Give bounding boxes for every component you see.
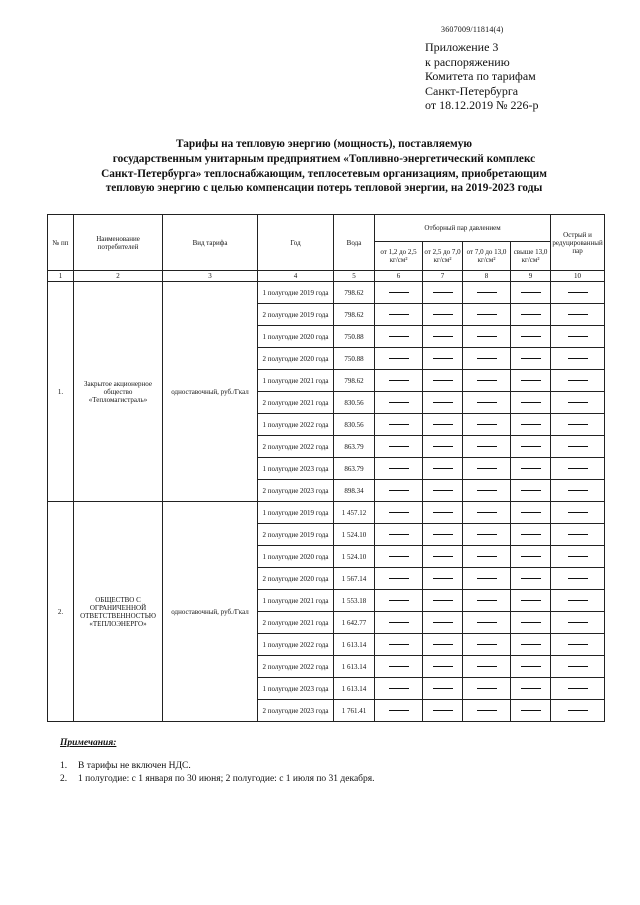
appendix-line: к распоряжению: [425, 54, 510, 69]
period-cell: 2 полугодие 2022 года: [258, 656, 334, 678]
period-cell: 1 полугодие 2023 года: [258, 458, 334, 480]
steam-tariff-cell: [375, 502, 423, 524]
column-index: 1: [48, 271, 74, 282]
tariff-type: одноставочный, руб./Гкал: [163, 502, 258, 722]
sharp-steam-cell: [551, 546, 605, 568]
steam-tariff-cell: [423, 458, 463, 480]
dash-mark: [568, 336, 588, 337]
steam-tariff-cell: [511, 282, 551, 304]
steam-tariff-cell: [423, 546, 463, 568]
dash-mark: [389, 424, 409, 425]
water-tariff: 863.79: [334, 458, 375, 480]
steam-tariff-cell: [511, 590, 551, 612]
dash-mark: [568, 666, 588, 667]
steam-tariff-cell: [375, 304, 423, 326]
steam-tariff-cell: [463, 612, 511, 634]
water-tariff: 830.56: [334, 392, 375, 414]
steam-tariff-cell: [463, 634, 511, 656]
dash-mark: [389, 292, 409, 293]
dash-mark: [389, 512, 409, 513]
period-cell: 1 полугодие 2019 года: [258, 282, 334, 304]
dash-mark: [521, 446, 541, 447]
water-tariff: 750.88: [334, 348, 375, 370]
dash-mark: [521, 644, 541, 645]
dash-mark: [433, 490, 453, 491]
water-tariff: 1 524.10: [334, 546, 375, 568]
dash-mark: [389, 336, 409, 337]
dash-mark: [521, 292, 541, 293]
steam-tariff-cell: [375, 392, 423, 414]
row-number: 2.: [48, 502, 74, 722]
dash-mark: [477, 490, 497, 491]
steam-tariff-cell: [463, 370, 511, 392]
dash-mark: [568, 710, 588, 711]
dash-mark: [477, 380, 497, 381]
water-tariff: 1 613.14: [334, 634, 375, 656]
water-tariff: 1 524.10: [334, 524, 375, 546]
dash-mark: [521, 490, 541, 491]
steam-tariff-cell: [463, 502, 511, 524]
dash-mark: [477, 688, 497, 689]
period-cell: 1 полугодие 2020 года: [258, 546, 334, 568]
steam-tariff-cell: [423, 524, 463, 546]
title-line: Санкт-Петербурга» теплоснабжающим, теплосетевым организациям, приобретающим: [101, 167, 547, 180]
dash-mark: [389, 622, 409, 623]
sharp-steam-cell: [551, 480, 605, 502]
water-tariff: 1 613.14: [334, 678, 375, 700]
period-cell: 1 полугодие 2020 года: [258, 326, 334, 348]
dash-mark: [389, 688, 409, 689]
appendix-line: Приложение 3: [425, 40, 499, 54]
dash-mark: [389, 578, 409, 579]
sharp-steam-cell: [551, 634, 605, 656]
dash-mark: [389, 380, 409, 381]
dash-mark: [521, 512, 541, 513]
steam-tariff-cell: [463, 392, 511, 414]
sharp-steam-cell: [551, 326, 605, 348]
dash-mark: [477, 402, 497, 403]
header-steam-3: от 7,0 до 13,0 кг/см²: [463, 242, 511, 271]
period-cell: 2 полугодие 2020 года: [258, 568, 334, 590]
steam-tariff-cell: [463, 590, 511, 612]
sharp-steam-cell: [551, 304, 605, 326]
period-cell: 1 полугодие 2021 года: [258, 590, 334, 612]
dash-mark: [433, 644, 453, 645]
steam-tariff-cell: [463, 436, 511, 458]
water-tariff: 830.56: [334, 414, 375, 436]
appendix-line: от 18.12.2019 № 226-р: [425, 98, 539, 112]
steam-tariff-cell: [375, 590, 423, 612]
header-steam-2: от 2,5 до 7,0 кг/см²: [423, 242, 463, 271]
steam-tariff-cell: [375, 678, 423, 700]
period-cell: 1 полугодие 2023 года: [258, 678, 334, 700]
water-tariff: 1 613.14: [334, 656, 375, 678]
dash-mark: [433, 292, 453, 293]
dash-mark: [521, 710, 541, 711]
steam-tariff-cell: [511, 436, 551, 458]
dash-mark: [521, 578, 541, 579]
steam-tariff-cell: [511, 700, 551, 722]
dash-mark: [521, 600, 541, 601]
dash-mark: [568, 380, 588, 381]
column-index: 10: [551, 271, 605, 282]
steam-tariff-cell: [511, 392, 551, 414]
dash-mark: [477, 600, 497, 601]
dash-mark: [389, 358, 409, 359]
dash-mark: [389, 402, 409, 403]
steam-tariff-cell: [463, 304, 511, 326]
dash-mark: [568, 358, 588, 359]
dash-mark: [433, 358, 453, 359]
consumer-name: ОБЩЕСТВО С ОГРАНИЧЕННОЙ ОТВЕТСТВЕННОСТЬЮ «ТЕПЛОЭНЕРГО»: [74, 502, 163, 722]
dash-mark: [433, 336, 453, 337]
dash-mark: [521, 358, 541, 359]
note-text: 1 полугодие: с 1 января по 30 июня; 2 полугодие: с 1 июля по 31 декабря.: [78, 774, 375, 784]
dash-mark: [568, 556, 588, 557]
column-index: 2: [74, 271, 163, 282]
dash-mark: [568, 468, 588, 469]
steam-tariff-cell: [423, 634, 463, 656]
steam-tariff-cell: [423, 348, 463, 370]
steam-tariff-cell: [375, 634, 423, 656]
dash-mark: [433, 380, 453, 381]
dash-mark: [521, 688, 541, 689]
dash-mark: [477, 578, 497, 579]
header-tariff-type: Вид тарифа: [163, 215, 258, 271]
notes-title: Примечания:: [60, 738, 117, 748]
steam-tariff-cell: [423, 304, 463, 326]
period-cell: 2 полугодие 2019 года: [258, 304, 334, 326]
dash-mark: [477, 424, 497, 425]
water-tariff: 1 567.14: [334, 568, 375, 590]
steam-tariff-cell: [375, 568, 423, 590]
period-cell: 2 полугодие 2021 года: [258, 392, 334, 414]
dash-mark: [521, 424, 541, 425]
note-item: [60, 760, 375, 773]
dash-mark: [568, 402, 588, 403]
dash-mark: [389, 314, 409, 315]
steam-tariff-cell: [511, 458, 551, 480]
dash-mark: [568, 644, 588, 645]
steam-tariff-cell: [511, 678, 551, 700]
period-cell: 1 полугодие 2021 года: [258, 370, 334, 392]
dash-mark: [389, 600, 409, 601]
sharp-steam-cell: [551, 282, 605, 304]
steam-tariff-cell: [423, 282, 463, 304]
dash-mark: [521, 556, 541, 557]
sharp-steam-cell: [551, 612, 605, 634]
dash-mark: [568, 512, 588, 513]
steam-tariff-cell: [511, 414, 551, 436]
steam-tariff-cell: [423, 502, 463, 524]
steam-tariff-cell: [463, 568, 511, 590]
dash-mark: [389, 468, 409, 469]
header-steam-4: свыше 13,0 кг/см²: [511, 242, 551, 271]
dash-mark: [568, 578, 588, 579]
header-consumer: Наименование потребителей: [74, 215, 163, 271]
steam-tariff-cell: [511, 524, 551, 546]
steam-tariff-cell: [375, 414, 423, 436]
column-index: 9: [511, 271, 551, 282]
dash-mark: [521, 314, 541, 315]
dash-mark: [521, 336, 541, 337]
steam-tariff-cell: [511, 502, 551, 524]
water-tariff: 898.34: [334, 480, 375, 502]
sharp-steam-cell: [551, 502, 605, 524]
water-tariff: 798.62: [334, 370, 375, 392]
steam-tariff-cell: [463, 326, 511, 348]
steam-tariff-cell: [423, 480, 463, 502]
column-index-row: [48, 271, 605, 282]
dash-mark: [477, 512, 497, 513]
dash-mark: [389, 490, 409, 491]
column-index: 4: [258, 271, 334, 282]
dash-mark: [477, 534, 497, 535]
steam-tariff-cell: [423, 326, 463, 348]
dash-mark: [568, 534, 588, 535]
dash-mark: [521, 402, 541, 403]
steam-tariff-cell: [375, 326, 423, 348]
note-item: [60, 773, 375, 786]
period-cell: 1 полугодие 2019 года: [258, 502, 334, 524]
sharp-steam-cell: [551, 700, 605, 722]
appendix-line: Санкт-Петербурга: [425, 83, 519, 98]
dash-mark: [433, 622, 453, 623]
header-year: Год: [258, 215, 334, 271]
water-tariff: 798.62: [334, 304, 375, 326]
table-row: [48, 282, 605, 304]
steam-tariff-cell: [375, 546, 423, 568]
dash-mark: [477, 314, 497, 315]
sharp-steam-cell: [551, 348, 605, 370]
steam-tariff-cell: [463, 480, 511, 502]
dash-mark: [389, 644, 409, 645]
dash-mark: [433, 446, 453, 447]
dash-mark: [521, 380, 541, 381]
steam-tariff-cell: [375, 282, 423, 304]
table-header-row: [48, 215, 605, 242]
steam-tariff-cell: [375, 458, 423, 480]
dash-mark: [433, 424, 453, 425]
appendix-block: [425, 40, 539, 113]
steam-tariff-cell: [423, 612, 463, 634]
note-number: 2.: [60, 774, 68, 784]
dash-mark: [521, 534, 541, 535]
appendix-line: Комитета по тарифам: [425, 69, 536, 83]
column-index: 7: [423, 271, 463, 282]
notes-block: [60, 738, 375, 786]
dash-mark: [433, 402, 453, 403]
steam-tariff-cell: [423, 678, 463, 700]
document-title: [68, 137, 580, 196]
column-index: 5: [334, 271, 375, 282]
title-line: тепловую энергию с целью компенсации потерь тепловой энергии, на 2019-2023 годы: [105, 182, 543, 195]
dash-mark: [433, 578, 453, 579]
tariff-type: одноставочный, руб./Гкал: [163, 282, 258, 502]
dash-mark: [433, 556, 453, 557]
dash-mark: [433, 512, 453, 513]
steam-tariff-cell: [511, 612, 551, 634]
column-index: 8: [463, 271, 511, 282]
period-cell: 1 полугодие 2022 года: [258, 634, 334, 656]
dash-mark: [433, 534, 453, 535]
steam-tariff-cell: [463, 414, 511, 436]
water-tariff: 1 642.77: [334, 612, 375, 634]
sharp-steam-cell: [551, 436, 605, 458]
dash-mark: [477, 468, 497, 469]
sharp-steam-cell: [551, 568, 605, 590]
steam-tariff-cell: [375, 524, 423, 546]
column-index: 3: [163, 271, 258, 282]
dash-mark: [568, 314, 588, 315]
period-cell: 2 полугодие 2022 года: [258, 436, 334, 458]
steam-tariff-cell: [463, 458, 511, 480]
dash-mark: [477, 292, 497, 293]
note-text: В тарифы не включен НДС.: [78, 761, 191, 771]
sharp-steam-cell: [551, 678, 605, 700]
dash-mark: [477, 446, 497, 447]
water-tariff: 1 457.12: [334, 502, 375, 524]
dash-mark: [433, 468, 453, 469]
sharp-steam-cell: [551, 590, 605, 612]
steam-tariff-cell: [423, 370, 463, 392]
header-sharp-steam: Острый и редуцированный пар: [551, 215, 605, 271]
dash-mark: [477, 358, 497, 359]
water-tariff: 863.79: [334, 436, 375, 458]
sharp-steam-cell: [551, 524, 605, 546]
steam-tariff-cell: [423, 568, 463, 590]
sharp-steam-cell: [551, 656, 605, 678]
steam-tariff-cell: [511, 568, 551, 590]
steam-tariff-cell: [423, 656, 463, 678]
steam-tariff-cell: [511, 348, 551, 370]
steam-tariff-cell: [463, 700, 511, 722]
steam-tariff-cell: [511, 370, 551, 392]
steam-tariff-cell: [375, 348, 423, 370]
sharp-steam-cell: [551, 392, 605, 414]
dash-mark: [433, 666, 453, 667]
steam-tariff-cell: [511, 326, 551, 348]
note-number: 1.: [60, 761, 68, 771]
document-number: 3607009/11814(4): [441, 25, 504, 34]
period-cell: 1 полугодие 2022 года: [258, 414, 334, 436]
title-line: Тарифы на тепловую энергию (мощность), поставляемую: [175, 138, 472, 150]
dash-mark: [521, 622, 541, 623]
steam-tariff-cell: [511, 634, 551, 656]
steam-tariff-cell: [375, 700, 423, 722]
dash-mark: [389, 710, 409, 711]
period-cell: 2 полугодие 2020 года: [258, 348, 334, 370]
steam-tariff-cell: [423, 700, 463, 722]
dash-mark: [568, 688, 588, 689]
steam-tariff-cell: [375, 612, 423, 634]
dash-mark: [477, 556, 497, 557]
steam-tariff-cell: [511, 304, 551, 326]
title-line: государственным унитарным предприятием «Топливно-энергетический комплекс: [112, 152, 536, 165]
row-number: 1.: [48, 282, 74, 502]
header-water: Вода: [334, 215, 375, 271]
dash-mark: [568, 622, 588, 623]
steam-tariff-cell: [511, 480, 551, 502]
tariff-table: [47, 214, 605, 722]
dash-mark: [389, 556, 409, 557]
header-steam-group: Отборный пар давлением: [375, 215, 551, 242]
dash-mark: [389, 534, 409, 535]
table-row: [48, 502, 605, 524]
steam-tariff-cell: [375, 436, 423, 458]
period-cell: 2 полугодие 2023 года: [258, 480, 334, 502]
dash-mark: [568, 292, 588, 293]
steam-tariff-cell: [463, 656, 511, 678]
steam-tariff-cell: [423, 414, 463, 436]
steam-tariff-cell: [511, 656, 551, 678]
steam-tariff-cell: [423, 436, 463, 458]
header-steam-1: от 1,2 до 2,5 кг/см²: [375, 242, 423, 271]
dash-mark: [477, 336, 497, 337]
water-tariff: 1 553.18: [334, 590, 375, 612]
dash-mark: [521, 468, 541, 469]
sharp-steam-cell: [551, 414, 605, 436]
dash-mark: [477, 622, 497, 623]
dash-mark: [477, 666, 497, 667]
period-cell: 2 полугодие 2023 года: [258, 700, 334, 722]
dash-mark: [568, 446, 588, 447]
dash-mark: [433, 688, 453, 689]
dash-mark: [568, 600, 588, 601]
water-tariff: 1 761.41: [334, 700, 375, 722]
steam-tariff-cell: [375, 656, 423, 678]
steam-tariff-cell: [463, 546, 511, 568]
sharp-steam-cell: [551, 370, 605, 392]
water-tariff: 798.62: [334, 282, 375, 304]
dash-mark: [433, 710, 453, 711]
sharp-steam-cell: [551, 458, 605, 480]
steam-tariff-cell: [463, 524, 511, 546]
dash-mark: [568, 490, 588, 491]
steam-tariff-cell: [375, 480, 423, 502]
steam-tariff-cell: [423, 590, 463, 612]
steam-tariff-cell: [511, 546, 551, 568]
dash-mark: [521, 666, 541, 667]
period-cell: 2 полугодие 2019 года: [258, 524, 334, 546]
dash-mark: [433, 314, 453, 315]
column-index: 6: [375, 271, 423, 282]
dash-mark: [433, 600, 453, 601]
header-num: № пп: [48, 215, 74, 271]
steam-tariff-cell: [423, 392, 463, 414]
water-tariff: 750.88: [334, 326, 375, 348]
steam-tariff-cell: [463, 282, 511, 304]
steam-tariff-cell: [375, 370, 423, 392]
dash-mark: [389, 446, 409, 447]
dash-mark: [568, 424, 588, 425]
steam-tariff-cell: [463, 348, 511, 370]
dash-mark: [389, 666, 409, 667]
period-cell: 2 полугодие 2021 года: [258, 612, 334, 634]
consumer-name: Закрытое акционерное общество «Тепломагистраль»: [74, 282, 163, 502]
steam-tariff-cell: [463, 678, 511, 700]
dash-mark: [477, 710, 497, 711]
dash-mark: [477, 644, 497, 645]
